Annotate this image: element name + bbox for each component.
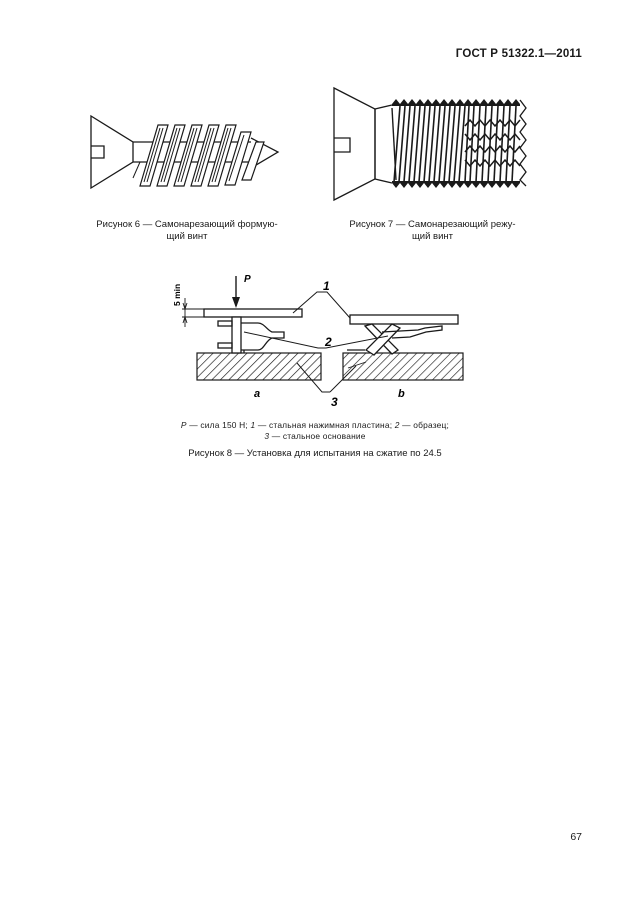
pressing-plate-a — [204, 309, 302, 317]
label-3: 3 — [331, 395, 338, 409]
dimension-5min — [182, 298, 204, 327]
figure-8-caption: Рисунок 8 — Установка для испытания на сжатие по 24.5 — [188, 448, 442, 459]
specimen-a — [218, 317, 284, 353]
figure-8-legend: P — сила 150 Н; 1 — стальная нажимная пластина; 2 — образец; 3 — стальное основание — [180, 420, 450, 441]
steel-base — [197, 353, 463, 380]
document-header: ГОСТ Р 51322.1—2011 — [455, 48, 582, 60]
figure-6-screw-drawing — [88, 108, 283, 198]
figure-8-test-setup-drawing — [160, 270, 480, 415]
figure-6-caption: Рисунок 6 — Самонарезающий формую- щий винт — [96, 219, 278, 242]
specimen-b — [347, 324, 442, 355]
label-a: a — [254, 388, 261, 400]
label-5min: 5 min — [172, 283, 182, 306]
page-number: 67 — [570, 831, 582, 843]
label-2: 2 — [325, 335, 332, 349]
figure-7-caption: Рисунок 7 — Самонарезающий режу- щий винт — [349, 219, 516, 242]
figure-7-screw-drawing — [330, 86, 530, 202]
label-1: 1 — [323, 279, 330, 293]
label-P: P — [244, 274, 251, 285]
pressing-plate-b — [350, 315, 458, 324]
force-arrow — [232, 276, 240, 308]
label-b: b — [398, 388, 405, 400]
